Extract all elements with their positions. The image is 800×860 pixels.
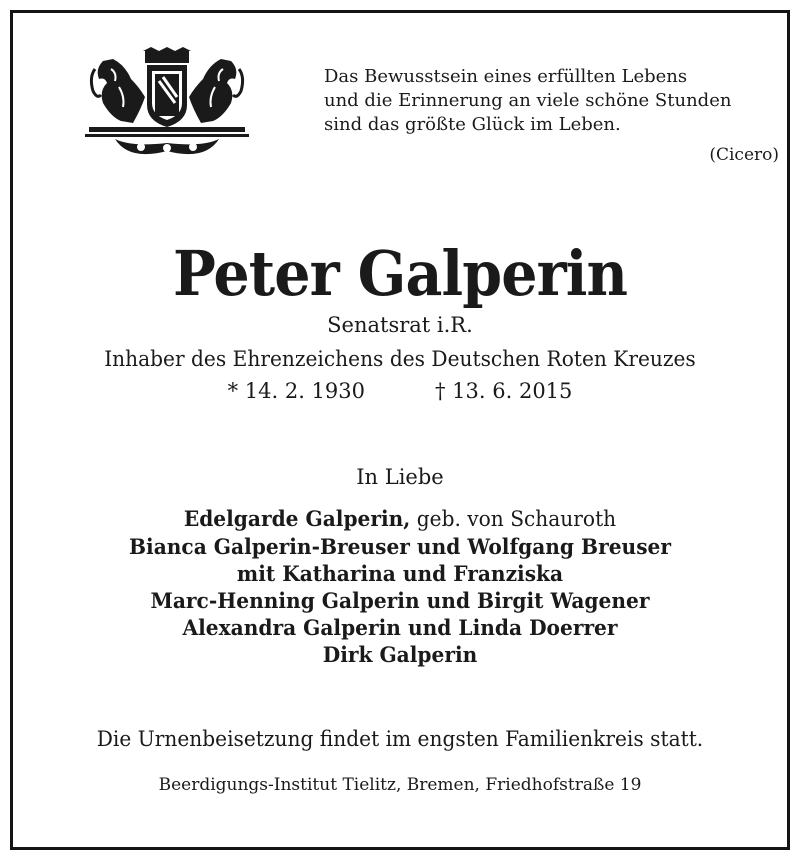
list-item — [28, 505, 771, 533]
mourners-list — [28, 505, 771, 668]
life-dates — [13, 379, 787, 403]
list-item: Dirk Galperin — [322, 642, 478, 667]
bremen-coat-of-arms-icon — [85, 47, 249, 161]
death-date: † 13. 6. 2015 — [435, 379, 573, 403]
mourners-intro: In Liebe — [356, 465, 444, 489]
quote-line: Das Bewusstsein eines erfüllten Lebens — [324, 66, 688, 87]
quote-line: sind das größte Glück im Leben. — [324, 114, 621, 135]
list-item: mit Katharina und Franziska — [236, 561, 564, 586]
burial-notice: Die Urnenbeisetzung findet im engsten Familienkreis statt. — [96, 727, 704, 751]
list-item: Bianca Galperin-Breuser und Wolfgang Breuser — [129, 534, 671, 559]
funeral-home: Beerdigungs-Institut Tielitz, Bremen, Friedhofstraße 19 — [158, 775, 642, 795]
deceased-title: Senatsrat i.R. — [327, 313, 473, 337]
deceased-name: Peter Galperin — [172, 237, 628, 310]
quote-line: und die Erinnerung an viele schöne Stunden — [324, 90, 732, 111]
list-item: Marc-Henning Galperin und Birgit Wagener — [150, 588, 650, 613]
quote-source: (Cicero) — [709, 145, 779, 165]
obituary-notice — [10, 10, 790, 850]
quote-block — [324, 65, 764, 137]
mourner-name: Edelgarde Galperin, — [183, 506, 411, 531]
list-item: Alexandra Galperin und Linda Doerrer — [182, 615, 618, 640]
deceased-honor: Inhaber des Ehrenzeichens des Deutschen Roten Kreuzes — [104, 347, 696, 371]
birth-date: * 14. 2. 1930 — [227, 379, 365, 403]
maiden-name: geb. von Schauroth — [410, 507, 617, 531]
